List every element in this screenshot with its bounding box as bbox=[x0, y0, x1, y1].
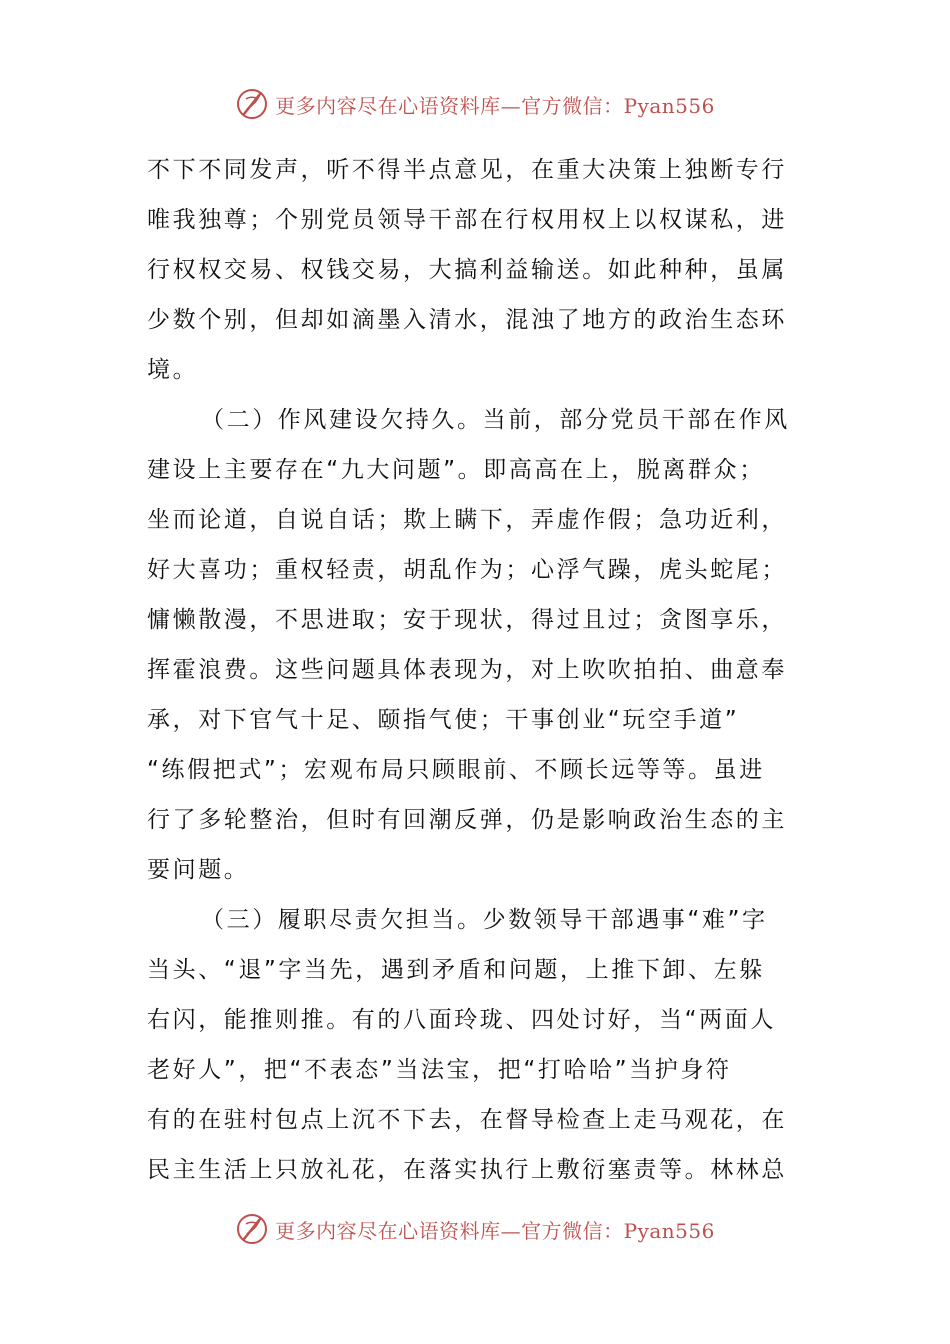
text-line: 好大喜功；重权轻责，胡乱作为；心浮气躁，虎头蛇尾； bbox=[147, 557, 787, 583]
text-line: 行了多轮整治，但时有回潮反弹，仍是影响政治生态的主 bbox=[147, 807, 787, 833]
text-line: 老好人”，把“不表态”当法宝，把“打哈哈”当护身符 bbox=[147, 1057, 732, 1083]
document-body bbox=[147, 145, 807, 1195]
text-line: 唯我独尊；个别党员领导干部在行权用权上以权谋私，进 bbox=[147, 207, 787, 233]
watermark-text-top: 更多内容尽在心语资料库—官方微信：Pyan556 bbox=[275, 93, 715, 118]
watermark-banner-bottom bbox=[0, 1209, 950, 1249]
text-line: 要问题。 bbox=[147, 857, 250, 883]
paragraph bbox=[147, 145, 807, 395]
text-line: 民主生活上只放礼花，在落实执行上敷衍塞责等。林林总 bbox=[147, 1157, 787, 1183]
paragraph bbox=[147, 895, 807, 1195]
text-line: 坐而论道，自说自话；欺上瞒下，弄虚作假；急功近利， bbox=[147, 507, 787, 533]
text-line: 右闪，能推则推。有的八面玲珑、四处讨好，当“两面人 bbox=[147, 1007, 776, 1033]
quill-logo-icon bbox=[235, 1212, 269, 1246]
text-line: 少数个别，但却如滴墨入清水，混浊了地方的政治生态环 bbox=[147, 307, 787, 333]
text-line: 不下不同发声，听不得半点意见，在重大决策上独断专行 bbox=[147, 157, 787, 183]
text-line: 承，对下官气十足、颐指气使；干事创业“玩空手道” bbox=[147, 707, 740, 733]
text-line: 慵懒散漫，不思进取；安于现状，得过且过；贪图享乐， bbox=[147, 607, 787, 633]
watermark-banner-top bbox=[0, 84, 950, 124]
text-line: 境。 bbox=[147, 357, 199, 383]
text-line: （二）作风建设欠持久。当前，部分党员干部在作风 bbox=[201, 407, 790, 433]
quill-logo-icon bbox=[235, 87, 269, 121]
text-line: 建设上主要存在“九大问题”。即高高在上，脱离群众； bbox=[147, 457, 765, 483]
watermark-text-bottom: 更多内容尽在心语资料库—官方微信：Pyan556 bbox=[275, 1218, 715, 1243]
text-line: 行权权交易、权钱交易，大搞利益输送。如此种种，虽属 bbox=[147, 257, 787, 283]
text-line: “练假把式”；宏观布局只顾眼前、不顾长远等等。虽进 bbox=[147, 757, 765, 783]
text-line: 有的在驻村包点上沉不下去，在督导检查上走马观花，在 bbox=[147, 1107, 787, 1133]
paragraph bbox=[147, 395, 807, 895]
text-line: 挥霍浪费。这些问题具体表现为，对上吹吹拍拍、曲意奉 bbox=[147, 657, 787, 683]
text-line: 当头、“退”字当先，遇到矛盾和问题，上推下卸、左躲 bbox=[147, 957, 765, 983]
text-line: （三）履职尽责欠担当。少数领导干部遇事“难”字 bbox=[201, 907, 768, 933]
